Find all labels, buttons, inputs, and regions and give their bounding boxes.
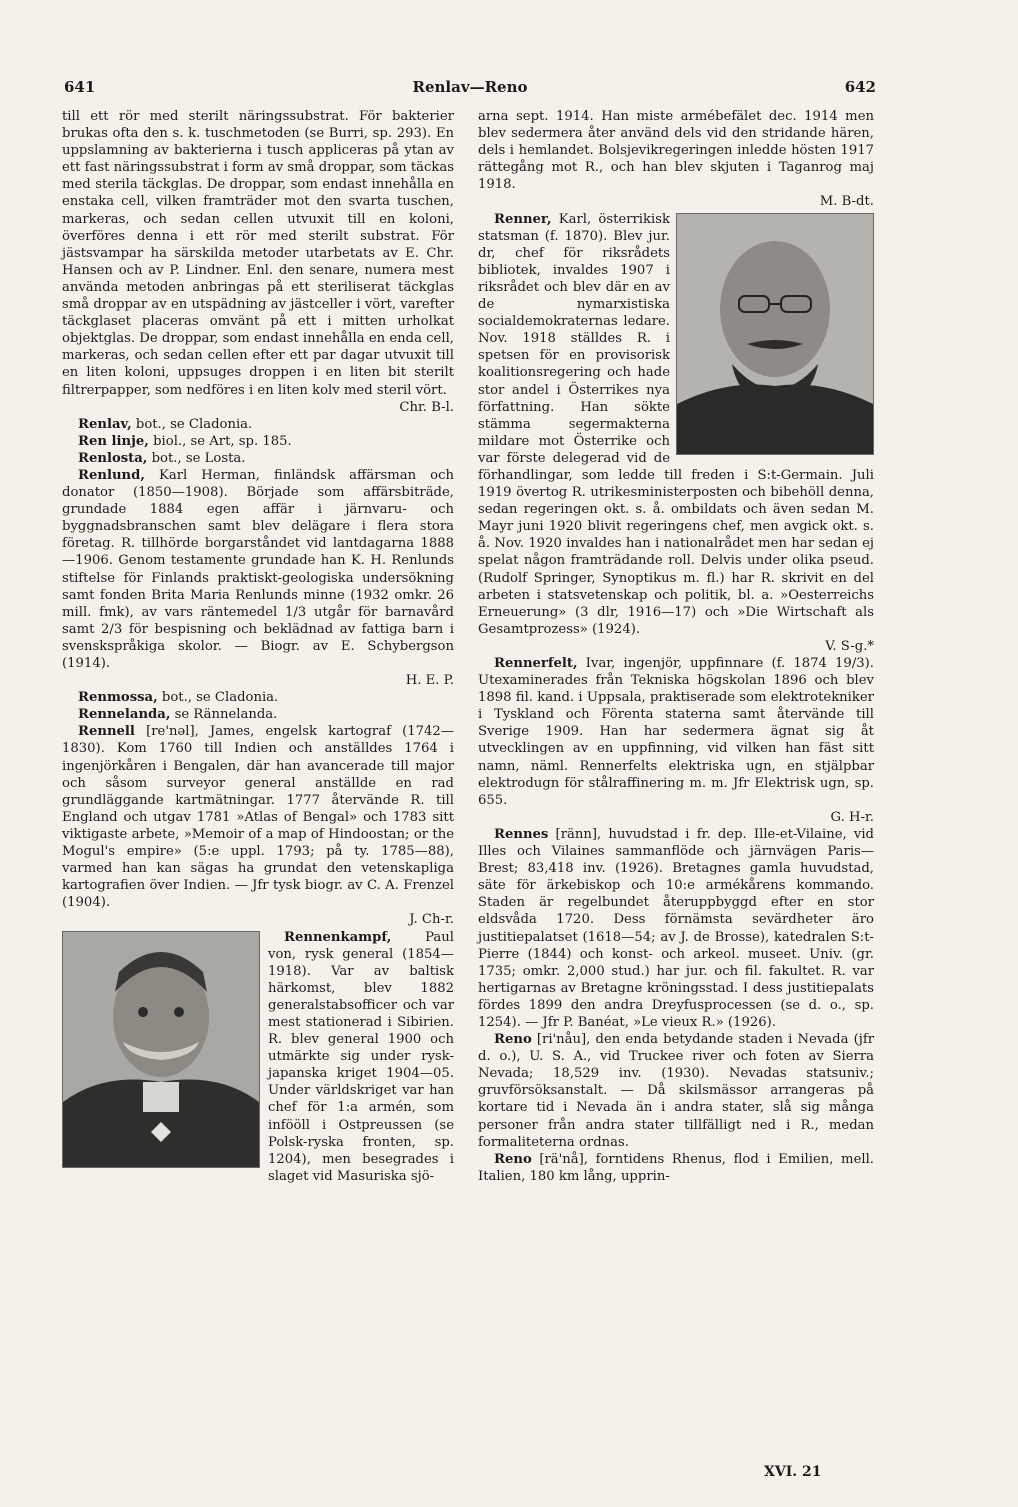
author-signature: G. H-r. bbox=[830, 809, 874, 825]
right-column bbox=[478, 108, 874, 1185]
entry-renmossa: Renmossa, bot., se Cladonia. bbox=[78, 690, 279, 706]
entry-continuation: till ett rör med sterilt näringssubstrat. För bakterier brukas ofta den s. k. tuschmetoden (se Burri, sp. 293). En uppslamning av bakterierna i tusch appliceras på ytan av ett fast näringssubstrat i form av små droppar, som täckas med sterila täckglas. De droppar, som endast innehålla en enstaka cell, vilken framträder mot den svarta tuschen, markeras, och sedan cellen utvuxit till en koloni, överföres denna i ett rör med sterilt substrat. För jästsvampar ha särskilda metoder utarbetats av E. Chr. Hansen och av P. Lindner. Enl. den senare, numera mest använda metoden anbringas på ett steriliserat täckglas små droppar av en utspädning av jästceller i vört, varefter täckglaset placeras omvänt på ett i mitten urholkat objektglas. De droppar, som endast innehålla en enda cell, markeras, och sedan cellen efter ett par dagar utvuxit till en liten koloni, uppsuges droppen i en liten bit sterilt filtrerpapper, som nedföres i en liten kolv med steril vört. Chr. B-l. bbox=[62, 109, 454, 415]
signature-mark: XVI. 21 bbox=[764, 1464, 822, 1480]
entry-rennerfelt: Rennerfelt, Ivar, ingenjör, uppfinnare (f. 1874 19/3). Utexaminerades från Tekniska högskolan 1896 och blev 1898 fil. kand. i Uppsala, praktiserade som elektrotekniker i Tyskland och Förenta staterna samt återvände till Sverige 1909. Han har sedermera ägnat sig åt utvecklingen av en uppfinning, vid vilken han fäst sitt namn, näml. Rennerfelts elektriska ugn, en stjälpbar elektrodugn för stålraffinering m. m. Jfr Elektrisk ugn, sp. 655. G. H-r. bbox=[478, 656, 874, 825]
entry-reno-river: Reno [rä'nå], forntidens Rhenus, flod i Emilien, mell. Italien, 180 km lång, upprin- bbox=[478, 1151, 874, 1184]
portrait-rennenkampf-image bbox=[63, 932, 259, 1167]
running-title: Renlav—Reno bbox=[412, 78, 528, 96]
entry-reno-nevada: Reno [ri'nåu], den enda betydande staden i Nevada (jfr d. o.), U. S. A., vid Truckee river och foten av Sierra Nevada; 18,529 inv. (1930). Nevadas statsuniv.; gruvförsöksanstalt. — Då skilsmässor arrangeras på kortare tid i Nevada än i andra stater, slå sig många personer från andra stater tillfälligt ned i R., medan formaliteterna ordnas. bbox=[478, 1032, 875, 1150]
entry-rennell: Rennell [re'nəl], James, engelsk kartograf (1742—1830). Kom 1760 till Indien och anställdes 1764 i ingenjörkåren i Bengalen, där han avancerade till major och såsom surveyor general anställde en rad grundläggande kartmätningar. 1777 återvände R. till England och utgav 1781 »Atlas of Bengal» och 1783 sitt viktigaste arbete, »Memoir of a map of Hindoostan; or the Mogul's empire» (5:e uppl. 1793; på ty. 1785—88), varmed han kan sägas ha grundat den vetenskapliga kartografien över Indien. — Jfr tysk biogr. av C. A. Frenzel (1904). J. Ch-r. bbox=[62, 724, 454, 928]
entry-rennes: Rennes [ränn], huvudstad i fr. dep. Ille-et-Vilaine, vid Illes och Vilaines sammanflöde och järnvägen Paris—Brest; 83,418 inv. (1926). Bretagnes gamla huvudstad, säte för ärkebiskop och 10:e armékårens kommando. Staden är regelbundet återuppbyggd efter en stor eldsvåda 1720. Dess förnämsta sevärdheter äro justitiepalatset (1618—54; av J. de Brosse), katedralen S:t-Pierre (1844) och konst- och arkeol. museet. Univ. (gr. 1735; omkr. 2,000 stud.) har jur. och fil. fakultet. R. var hertigarnas av Bretagne kröningsstad. I dess justitiepalats fördes 1899 den andra Dreyfusprocessen (se d. o., sp. 1254). — Jfr P. Banéat, »Le vieux R.» (1926). bbox=[478, 826, 874, 1030]
author-signature: H. E. P. bbox=[405, 673, 454, 689]
portrait-renner-image bbox=[677, 214, 873, 454]
author-signature: M. B-dt. bbox=[819, 194, 874, 210]
author-signature: J. Ch-r. bbox=[409, 912, 454, 928]
portrait-renner bbox=[676, 213, 874, 455]
right-page-number: 642 bbox=[844, 78, 876, 96]
page-header bbox=[64, 78, 876, 100]
entry-renner: Renner, Karl, österrikisk statsman (f. 1870). Blev jur. dr, chef för riksrådets bibliotek, invaldes 1907 i riksrådet och blev där en av de nymarxistiska socialdemokraternas ledare. Nov. 1918 ställdes R. i spetsen för en provisorisk koalitionsregering och hade stor andel i Österrikes nya författning. Han sökte stämma segermakterna mildare mot Österrike och var förste delegerad vid de förhandlingar, som ledde till freden i S:t-Germain. Juli 1919 övertog R. utrikesministerposten och bibehöll denna, sedan regeringen okt. s. å. ombildats och även sedan M. Mayr juni 1920 blivit regeringens chef, men avgick okt. s. å. Nov. 1920 invaldes han i nationalrådet men har sedan ej spelat någon framträdande roll. Delvis under olika pseud. (Rudolf Springer, Synoptikus m. fl.) har R. skrivit en del arbeten i statsvetenskap och politik, bl. a. »Oesterreichs Erneuerung» (3 dlr, 1916—17) och »Die Wirtschaft als Gesamtprozess» (1924). V. S-g.* bbox=[478, 211, 874, 654]
entry-renlund: Renlund, Karl Herman, finländsk affärsman och donator (1850—1908). Började som affärsbiträde, grundade 1884 egen affär i järnvaru- och byggnadsbranschen samt blev delägare i flera stora företag. R. tillhörde borgarståndet vid lantdagarna 1888—1906. Genom testamente grundade han K. H. Renlunds stiftelse för Finlands praktiskt-geologiska undersökning samt fonden Brita Maria Renlunds minne (1932 omkr. 26 mill. fmk), av vars räntemedel 1/3 utgår för barnavård samt 2/3 för bespisning och beklädnad av fattiga barn i svenskspråkiga skolor. — Biogr. av E. Schybergson (1914). H. E. P. bbox=[62, 467, 454, 689]
entry-continuation: arna sept. 1914. Han miste armébefälet dec. 1914 men blev sedermera åter använd dels vid den stridande hären, dels i hemlandet. Bolsjevikregeringen inledde hösten 1917 rättegång mot R., och han blev skjuten i Taganrog maj 1918. M. B-dt. bbox=[478, 109, 874, 210]
entry-rennelanda: Rennelanda, se Rännelanda. bbox=[78, 707, 278, 723]
author-signature: V. S-g.* bbox=[825, 638, 874, 654]
left-page-number: 641 bbox=[64, 78, 96, 96]
entry-rennenkampf: Rennenkampf, Paul von, rysk general (1854—1918). Var av baltisk härkomst, blev 1882 generalstabsofficer och var mest stationerad i Sibirien. R. blev general 1900 och utmärkte sig under rysk-japanska kriget 1904—05. Under världskriget var han chef för 1:a armén, som infööll i Ostpreussen (se Polsk-ryska fronten, sp. 1204), men besegrades i slaget vid Masuriska sjö- bbox=[62, 929, 454, 1185]
author-signature: Chr. B-l. bbox=[399, 399, 454, 415]
entry-renlav: Renlav, bot., se Cladonia. bbox=[78, 416, 253, 432]
entry-renlosta: Renlosta, bot., se Losta. bbox=[78, 450, 246, 466]
entry-ren-linje: Ren linje, biol., se Art, sp. 185. bbox=[78, 433, 292, 449]
left-column bbox=[62, 108, 454, 1185]
portrait-rennenkampf bbox=[62, 931, 260, 1168]
